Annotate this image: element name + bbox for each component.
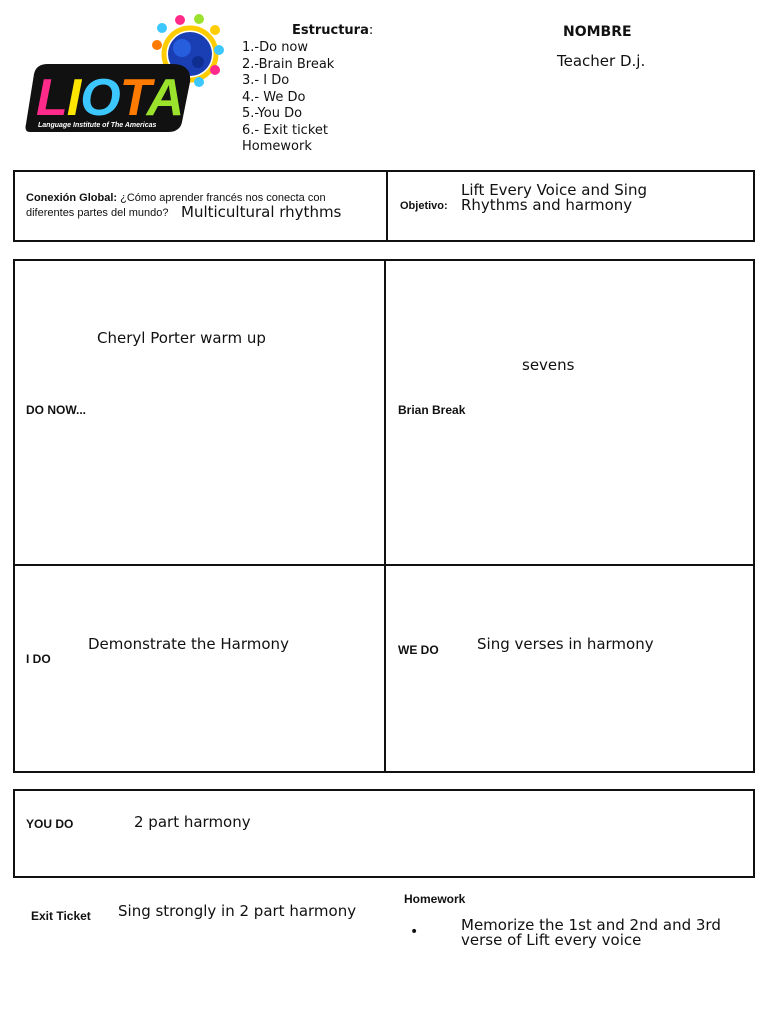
homework-line-1: Memorize the 1st and 2nd and 3rd bbox=[461, 916, 721, 934]
do-now-value: Cheryl Porter warm up bbox=[97, 329, 266, 347]
list-item: 5.-You Do bbox=[242, 106, 303, 121]
objetivo-label: Objetivo: bbox=[400, 200, 448, 212]
list-item: 4.- We Do bbox=[242, 89, 306, 105]
liota-logo bbox=[22, 12, 232, 136]
bullet-icon: • bbox=[410, 924, 419, 940]
divider bbox=[386, 170, 388, 242]
we-do-value: Sing verses in harmony bbox=[477, 635, 654, 653]
logo-tagline: Language Institute of The Americas bbox=[38, 122, 157, 129]
homework-line-2: verse of Lift every voice bbox=[461, 931, 642, 949]
brain-break-value: sevens bbox=[522, 356, 575, 374]
objetivo-value bbox=[461, 183, 741, 213]
brain-break-label: Brian Break bbox=[398, 403, 466, 417]
exit-ticket-label: Exit Ticket bbox=[31, 909, 91, 923]
conexion-answer: Multicultural rhythms bbox=[181, 203, 342, 221]
conexion-question: ¿Cómo aprender francés nos conecta con diferentes partes del mundo? bbox=[26, 192, 326, 219]
objetivo-line-1: Lift Every Voice and Sing bbox=[461, 181, 647, 199]
you-do-box bbox=[13, 789, 755, 878]
do-now-label: DO NOW... bbox=[26, 403, 86, 417]
objetivo-line-2: Rhythms and harmony bbox=[461, 196, 633, 214]
logo-wordmark: LIOTA bbox=[36, 69, 184, 127]
list-item: 1.-Do now bbox=[242, 40, 309, 55]
we-do-label: WE DO bbox=[398, 643, 439, 657]
divider bbox=[13, 564, 755, 566]
divider bbox=[384, 259, 386, 773]
nombre-label: NOMBRE bbox=[563, 24, 632, 40]
list-item: 6.- Exit ticket bbox=[242, 122, 328, 138]
nombre-value: Teacher D.j. bbox=[557, 52, 646, 70]
conexion-label: Conexión Global: bbox=[26, 192, 118, 204]
i-do-value: Demonstrate the Harmony bbox=[88, 635, 289, 653]
list-item: 2.-Brain Break bbox=[242, 56, 335, 72]
homework-value bbox=[461, 918, 721, 948]
you-do-label: YOU DO bbox=[26, 817, 74, 831]
list-item: 3.- I Do bbox=[242, 73, 290, 88]
estructura-list bbox=[242, 40, 334, 156]
estructura-title: Estructura: bbox=[292, 23, 374, 38]
i-do-label: I DO bbox=[26, 652, 51, 666]
you-do-value: 2 part harmony bbox=[134, 813, 251, 831]
exit-ticket-value: Sing strongly in 2 part harmony bbox=[118, 902, 357, 920]
list-item: Homework bbox=[242, 139, 312, 154]
homework-label: Homework bbox=[404, 892, 466, 906]
